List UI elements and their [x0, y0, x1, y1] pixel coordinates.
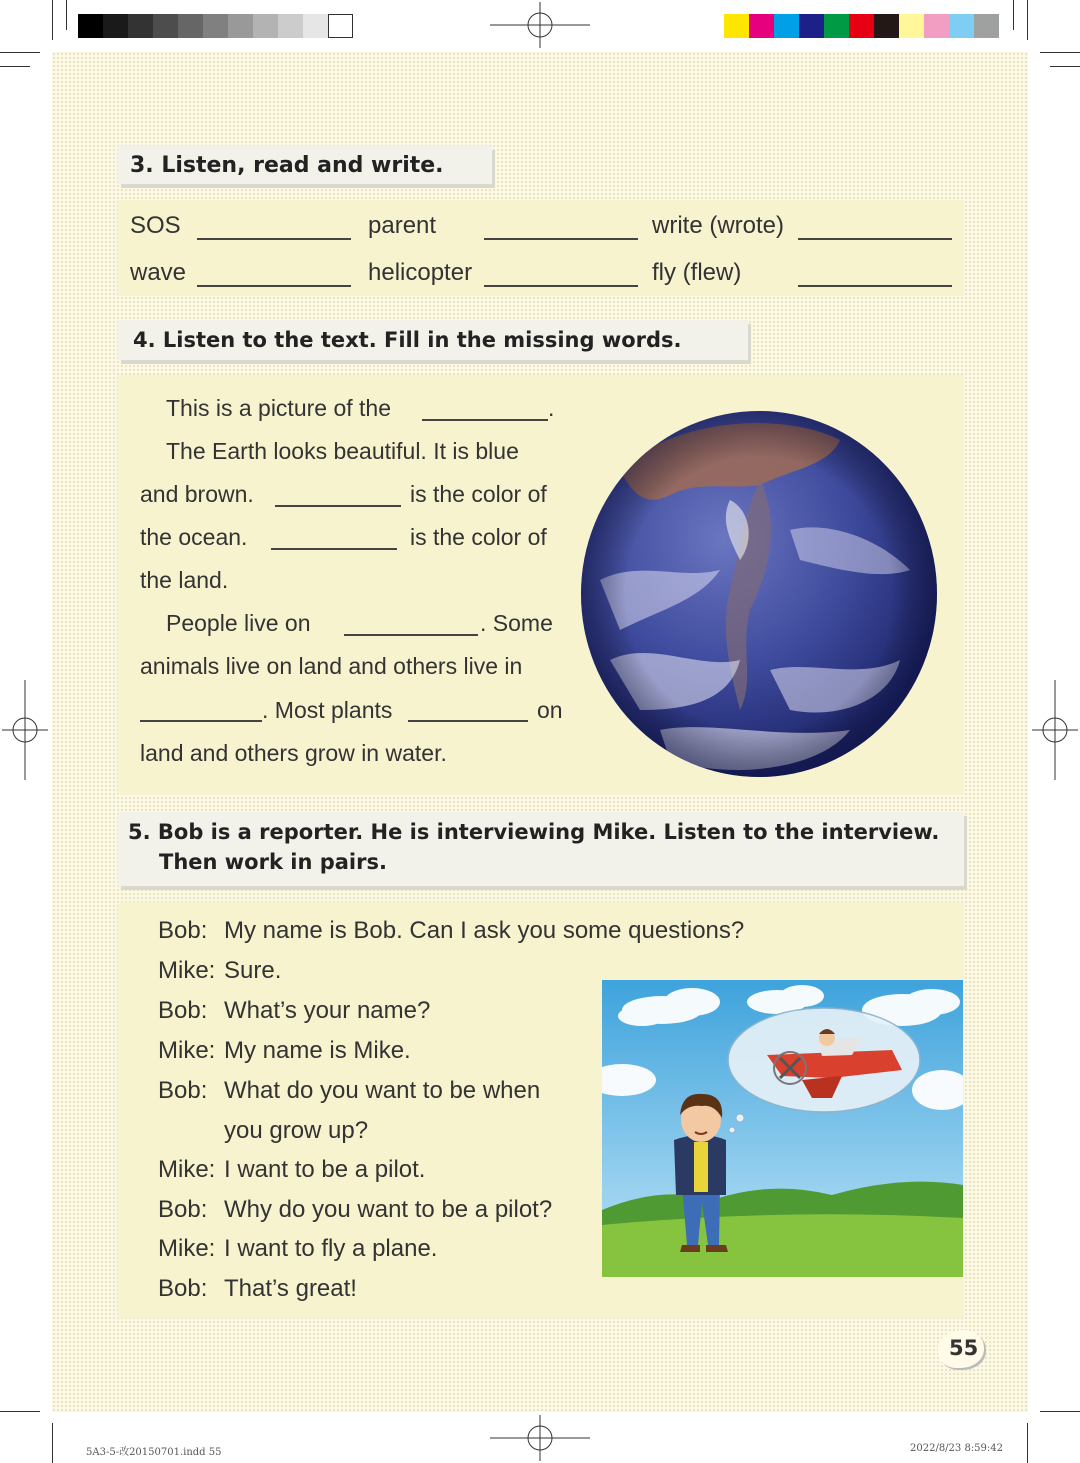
exercise-5-title-line1: 5. Bob is a reporter. He is interviewing Mike. Listen to the interview.	[128, 820, 940, 844]
page-number: 55	[949, 1336, 979, 1360]
dialogue-text: That’s great!	[224, 1275, 357, 1302]
passage-line-6b: . Some	[480, 610, 553, 636]
passage-blank-4[interactable]	[344, 634, 478, 636]
answer-blank-helicopter[interactable]	[484, 285, 638, 287]
dialogue-line	[158, 1077, 540, 1105]
speaker-label: Bob:	[158, 997, 208, 1024]
passage-line-3a: and brown.	[140, 481, 254, 507]
registration-mark-left	[2, 680, 48, 780]
passage-line-4b: is the color of	[410, 524, 547, 550]
passage-line-6a: People live on	[166, 610, 311, 636]
exercise-5-heading	[118, 812, 964, 886]
passage-blank-3[interactable]	[271, 548, 397, 550]
dialogue-line	[158, 957, 281, 985]
passage-blank-5[interactable]	[140, 720, 262, 722]
dialogue-line	[158, 1235, 437, 1263]
exercise-5-title-line2: Then work in pairs.	[159, 850, 387, 874]
footer-file-slug: 5A3-5-改20150701.indd 55	[86, 1447, 222, 1458]
answer-blank-wave[interactable]	[197, 285, 351, 287]
answer-blank-parent[interactable]	[484, 238, 638, 240]
dialogue-text: I want to fly a plane.	[224, 1235, 438, 1262]
word-wave: wave	[130, 259, 187, 286]
passage-line-4a: the ocean.	[140, 524, 248, 550]
passage-line-2: The Earth looks beautiful. It is blue	[166, 438, 519, 464]
dialogue-line	[158, 1117, 368, 1145]
earth-image	[580, 410, 940, 780]
registration-mark-top	[490, 2, 590, 48]
speaker-label: Bob:	[158, 1275, 208, 1302]
exercise-4-heading	[118, 320, 748, 360]
passage-line-8b: on	[537, 697, 563, 723]
speaker-label: Bob:	[158, 917, 208, 944]
answer-blank-sos[interactable]	[197, 238, 351, 240]
passage-line-9: land and others grow in water.	[140, 740, 447, 766]
passage-line-3b: is the color of	[410, 481, 547, 507]
passage-blank-2[interactable]	[275, 505, 401, 507]
dialogue-text: I want to be a pilot.	[224, 1156, 426, 1183]
gray-calibration-bar	[78, 0, 360, 52]
color-calibration-bar	[724, 0, 1004, 52]
word-fly: fly (flew)	[652, 259, 742, 286]
passage-line-7: animals live on land and others live in	[140, 653, 523, 679]
word-helicopter: helicopter	[368, 259, 473, 286]
dialogue-line	[158, 1156, 425, 1184]
passage-blank-1[interactable]	[422, 419, 548, 421]
word-sos: SOS	[130, 212, 181, 239]
passage-line-8a: . Most plants	[262, 697, 393, 723]
word-write: write (wrote)	[652, 212, 785, 239]
dialogue-text: Sure.	[224, 957, 282, 984]
speaker-label: Mike:	[158, 1156, 216, 1183]
answer-blank-fly[interactable]	[798, 285, 952, 287]
dialogue-line	[158, 1275, 357, 1303]
answer-blank-write[interactable]	[798, 238, 952, 240]
dialogue-line	[158, 1196, 552, 1224]
page-number-badge	[938, 1330, 984, 1368]
exercise-3-title: 3. Listen, read and write.	[130, 153, 444, 178]
speaker-label: Bob:	[158, 1196, 208, 1223]
dialogue-text: What do you want to be when	[224, 1077, 541, 1104]
dialogue-line	[158, 997, 430, 1025]
dialogue-text: My name is Mike.	[224, 1037, 411, 1064]
dialogue-text: you grow up?	[224, 1117, 369, 1144]
registration-mark-bottom	[490, 1415, 590, 1461]
exercise-3-word-table	[118, 200, 964, 296]
word-parent: parent	[368, 212, 437, 239]
speaker-label: Mike:	[158, 957, 216, 984]
speaker-label: Mike:	[158, 1037, 216, 1064]
exercise-3-heading	[118, 146, 492, 184]
footer-timestamp: 2022/8/23 8:59:42	[910, 1443, 1004, 1454]
dialogue-text: Why do you want to be a pilot?	[224, 1196, 553, 1223]
speaker-label: Mike:	[158, 1235, 216, 1262]
dialogue-text: My name is Bob. Can I ask you some questions?	[224, 917, 745, 944]
passage-line-1: This is a picture of the	[166, 395, 391, 421]
dialogue-text: What’s your name?	[224, 997, 431, 1024]
dialogue-line	[158, 917, 744, 945]
passage-period: .	[548, 395, 555, 421]
exercise-4-title: 4. Listen to the text. Fill in the missing words.	[133, 328, 682, 352]
passage-line-5: the land.	[140, 567, 229, 593]
registration-mark-right	[1032, 680, 1078, 780]
boy-dreaming-pilot-illustration	[602, 980, 963, 1277]
passage-blank-6[interactable]	[408, 720, 528, 722]
speaker-label: Bob:	[158, 1077, 208, 1104]
dialogue-line	[158, 1037, 411, 1065]
